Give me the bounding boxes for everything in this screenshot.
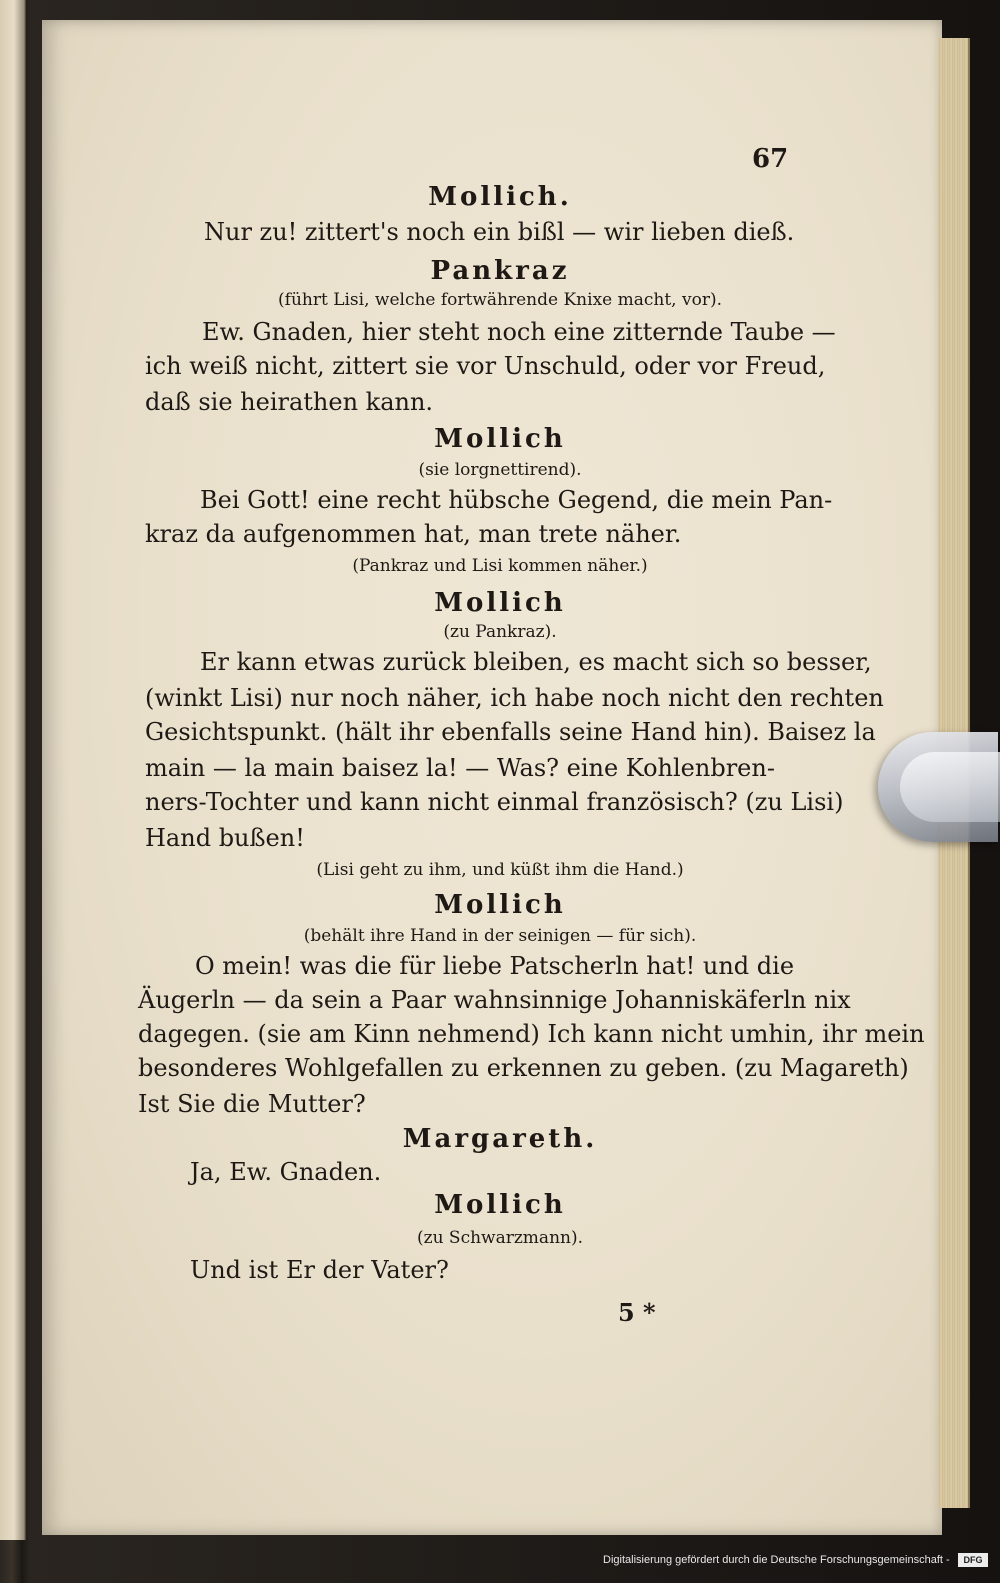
speaker-name: Pankraz [430, 256, 570, 286]
dialogue-line: Gesichtspunkt. (hält ihr ebenfalls seine Hand hin). Baisez la [145, 718, 876, 746]
dialogue-line: besonderes Wohlgefallen zu erkennen zu geben. (zu Magareth) [138, 1054, 909, 1082]
dialogue-line: Und ist Er der Vater? [190, 1256, 449, 1284]
dialogue-line: kraz da aufgenommen hat, man trete näher. [145, 520, 682, 548]
left-page-edge [0, 0, 26, 1540]
dialogue-line: ners-Tochter und kann nicht einmal französisch? (zu Lisi) [145, 788, 844, 816]
signature-mark: 5 * [618, 1298, 656, 1327]
dialogue-line: O mein! was die für liebe Patscherln hat! und die [195, 952, 795, 980]
dfg-logo: DFG [958, 1553, 988, 1567]
dialogue-line: Ew. Gnaden, hier steht noch eine zitternde Taube — [202, 318, 836, 346]
speaker-name: Mollich [434, 890, 566, 920]
dialogue-line: Ja, Ew. Gnaden. [190, 1158, 382, 1186]
dialogue-line: Bei Gott! eine recht hübsche Gegend, die mein Pan- [200, 486, 833, 514]
page-clip-highlight [900, 752, 1000, 822]
dialogue-line: ich weiß nicht, zittert sie vor Unschuld, oder vor Freud, [145, 352, 826, 380]
stage-direction: (Lisi geht zu ihm, und küßt ihm die Hand.) [316, 860, 684, 880]
dialogue-line: Nur zu! zittert's noch ein bißl — wir lieben dieß. [204, 218, 795, 246]
stage-direction: (zu Pankraz). [443, 622, 557, 642]
speaker-name: Mollich [434, 588, 566, 618]
dialogue-line: daß sie heirathen kann. [145, 388, 434, 416]
stage-direction: (zu Schwarzmann). [416, 1228, 583, 1248]
speaker-name: Margareth. [402, 1124, 598, 1154]
stage-direction: (sie lorgnettirend). [418, 460, 582, 480]
page-number: 67 [752, 144, 789, 174]
speaker-name: Mollich [434, 1190, 566, 1220]
footer-credit: Digitalisierung gefördert durch die Deutsche Forschungsgemeinschaft - [603, 1554, 950, 1566]
stage-direction: (führt Lisi, welche fortwährende Knixe macht, vor). [278, 290, 722, 310]
dialogue-line: Er kann etwas zurück bleiben, es macht sich so besser, [200, 648, 872, 676]
speaker-name: Mollich. [428, 182, 572, 212]
dialogue-line: (winkt Lisi) nur noch näher, ich habe noch nicht den rechten [145, 684, 884, 712]
dialogue-line: dagegen. (sie am Kinn nehmend) Ich kann nicht umhin, ihr mein [138, 1020, 925, 1048]
dialogue-line: main — la main baisez la! — Was? eine Kohlenbren- [145, 754, 775, 782]
dialogue-line: Äugerln — da sein a Paar wahnsinnige Johanniskäferln nix [138, 986, 851, 1014]
stage-direction: (Pankraz und Lisi kommen näher.) [352, 556, 648, 576]
dialogue-line: Hand bußen! [145, 824, 305, 852]
speaker-name: Mollich [434, 424, 566, 454]
dialogue-line: Ist Sie die Mutter? [138, 1090, 366, 1118]
stage-direction: (behält ihre Hand in der seinigen — für sich). [303, 926, 697, 946]
